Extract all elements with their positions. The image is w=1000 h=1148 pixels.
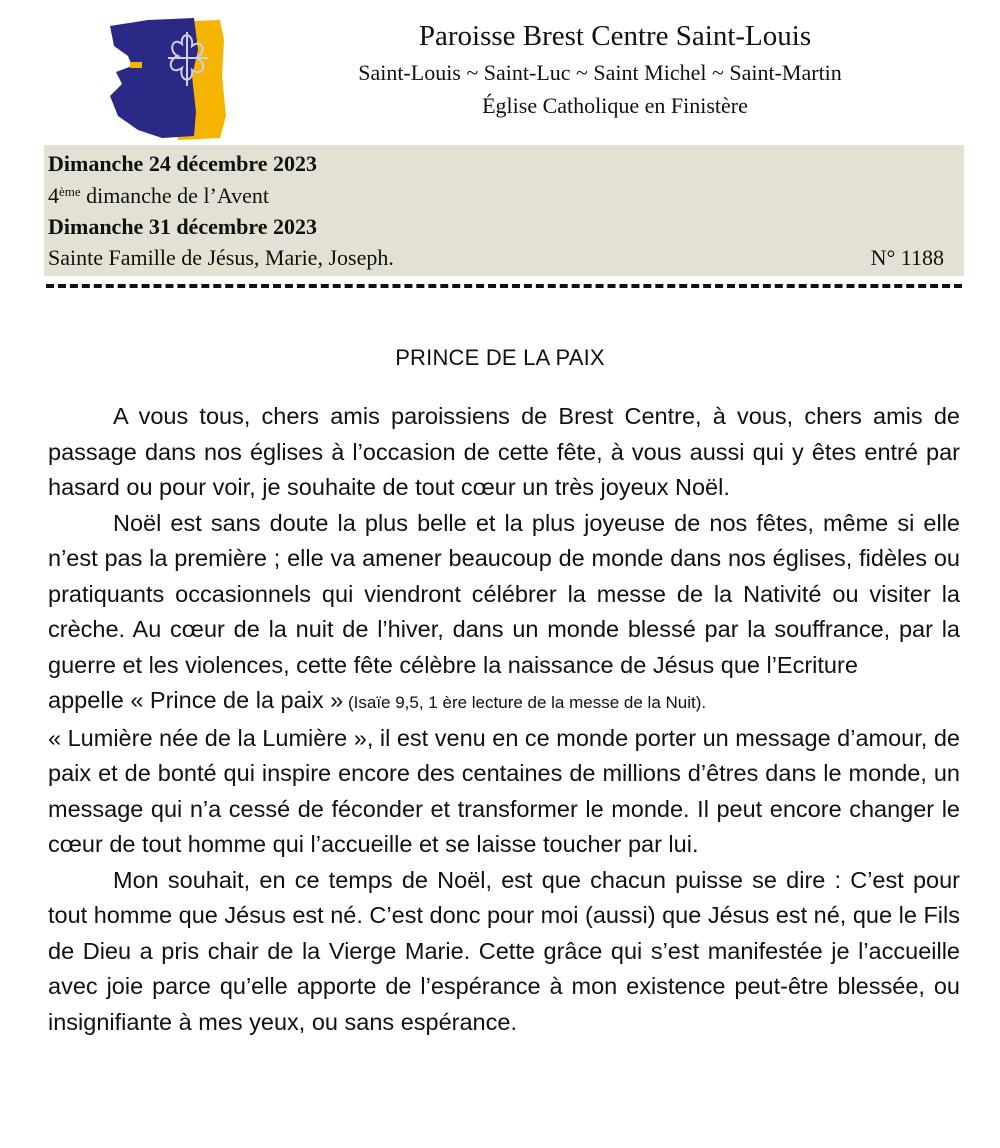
- prince-of-peace-text: appelle « Prince de la paix »: [48, 687, 344, 713]
- paragraph-greeting: A vous tous, chers amis paroissiens de Brest Centre, à vous, chers amis de passage dans nos églises à l’occasion de cette fête, à vous aussi qui y êtes entré par hasard ou pour voir, je souhaite de tout cœur un très joyeux Noël.: [48, 403, 960, 500]
- advent-number: 4: [48, 183, 59, 208]
- advent-label: dimanche de l’Avent: [80, 183, 270, 208]
- logo-eye-shape: [130, 62, 142, 68]
- dashed-separator: [46, 284, 962, 288]
- church-list: Saint-Louis ~ Saint-Luc ~ Saint Michel ~ Saint-Martin: [358, 60, 842, 85]
- article-body: [48, 399, 960, 1040]
- advent-ordinal-suffix: ème: [59, 184, 81, 199]
- paragraph-wish: Mon souhait, en ce temps de Noël, est que chacun puisse se dire : C’est pour tout homme que Jésus est né. C’est donc pour moi (aussi) que Jésus est né, que le Fils de Dieu a pris chair de la Vierge Marie. Cette grâce qui s’est manifestée je l’accueille avec joie parce qu’elle apporte de l’espérance à mon existence peut-être blessée, ou insignifiante à mes yeux, ou sans espérance.: [48, 866, 960, 1035]
- first-sunday-date: Dimanche 24 décembre 2023: [48, 151, 318, 176]
- first-sunday-occasion: [48, 181, 269, 211]
- issue-number: N° 1188: [870, 245, 944, 270]
- paragraph-light: « Lumière née de la Lumière », il est venu en ce monde porter un message d’amour, de paix et de bonté qui inspire encore des centaines de millions d’êtres dans le monde, un message qui n’a cessé de féconder et transformer le monde. Il peut encore changer le cœur de tout homme qui l’accueille et se laisse toucher par lui.: [48, 724, 960, 857]
- parish-header: [300, 18, 900, 122]
- second-sunday-occasion: Sainte Famille de Jésus, Marie, Joseph.: [48, 245, 394, 270]
- paragraph-christmas: Noël est sans doute la plus belle et la plus joyeuse de nos fêtes, même si elle n’est pas la première ; elle va amener beaucoup de monde dans nos églises, fidèles ou pratiquants occasionnels qui viendront célébrer la messe de la Nativité ou visiter la crèche. Au cœur de la nuit de l’hiver, dans un monde blessé par la souffrance, par la guerre et les violences, cette fête célèbre la naissance de Jésus que l’Ecriture: [48, 509, 960, 678]
- diocese-name: Église Catholique en Finistère: [482, 93, 748, 118]
- bible-reference: (Isaïe 9,5, 1 ère lecture de la messe de la Nuit).: [343, 693, 707, 712]
- paragraph-prince-reference: [48, 683, 960, 721]
- article-title: PRINCE DE LA PAIX: [395, 345, 605, 370]
- parish-logo: [108, 16, 226, 140]
- parish-name: Paroisse Brest Centre Saint-Louis: [418, 20, 812, 52]
- second-sunday-date: Dimanche 31 décembre 2023: [48, 214, 318, 239]
- date-band: [44, 145, 964, 276]
